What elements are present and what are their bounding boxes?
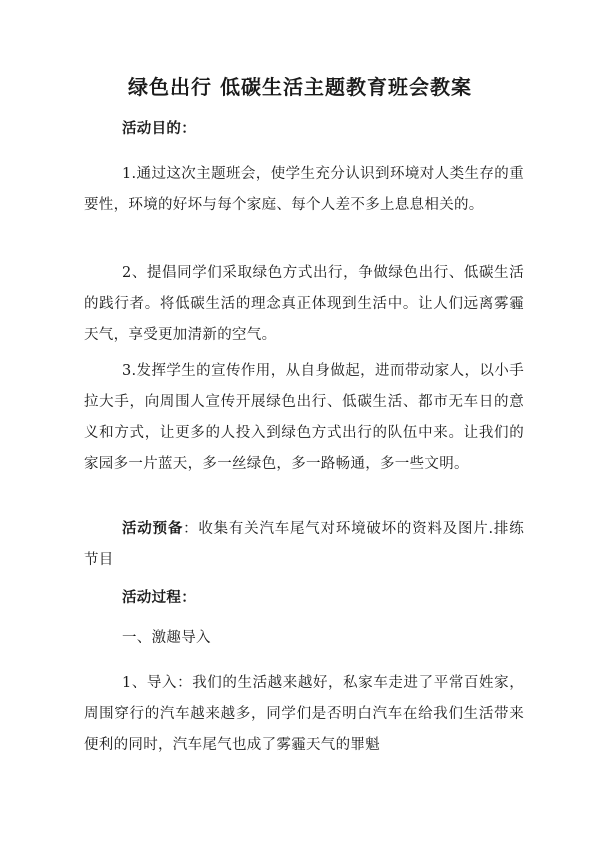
preparation-text: ：收集有关汽车尾气对环境破坏的资料及图片.排练节目: [84, 521, 524, 568]
document-title: 绿色出行 低碳生活主题教育班会教案: [128, 75, 472, 99]
purpose-paragraph-3: 3.发挥学生的宣传作用，从自身做起，进而带动家人，以小手拉大手，向周围人宣传开展绿色出行、低碳生活、都市无车日的意义和方式，让更多的人投入到绿色方式出行的队伍中来。让我们的家园多一片蓝天，多一丝绿色，多一路畅通，多一些文明。: [84, 363, 524, 472]
purpose-paragraph-1: 1.通过这次主题班会，使学生充分认识到环境对人类生存的重要性，环境的好坏与每个家庭、每个人差不多上息息相关的。: [84, 166, 524, 213]
purpose-paragraph-2: 2、提倡同学们采取绿色方式出行，争做绿色出行、低碳生活的践行者。将低碳生活的理念真正体现到生活中。让人们远离雾霾天气，享受更加清新的空气。: [84, 265, 524, 343]
purpose-heading: 活动目的：: [122, 121, 196, 137]
preparation-label: 活动预备: [122, 521, 184, 537]
process-heading: 活动过程：: [122, 590, 196, 606]
step-1-paragraph: 1、导入：我们的生活越来越好，私家车走进了平常百姓家，周围穿行的汽车越来越多，同学们是否明白汽车在给我们生活带来便利的同时，汽车尾气也成了雾霾天气的罪魁: [84, 675, 524, 753]
step-1-heading: 一、激趣导入: [122, 630, 211, 646]
preparation-paragraph: [84, 514, 524, 576]
